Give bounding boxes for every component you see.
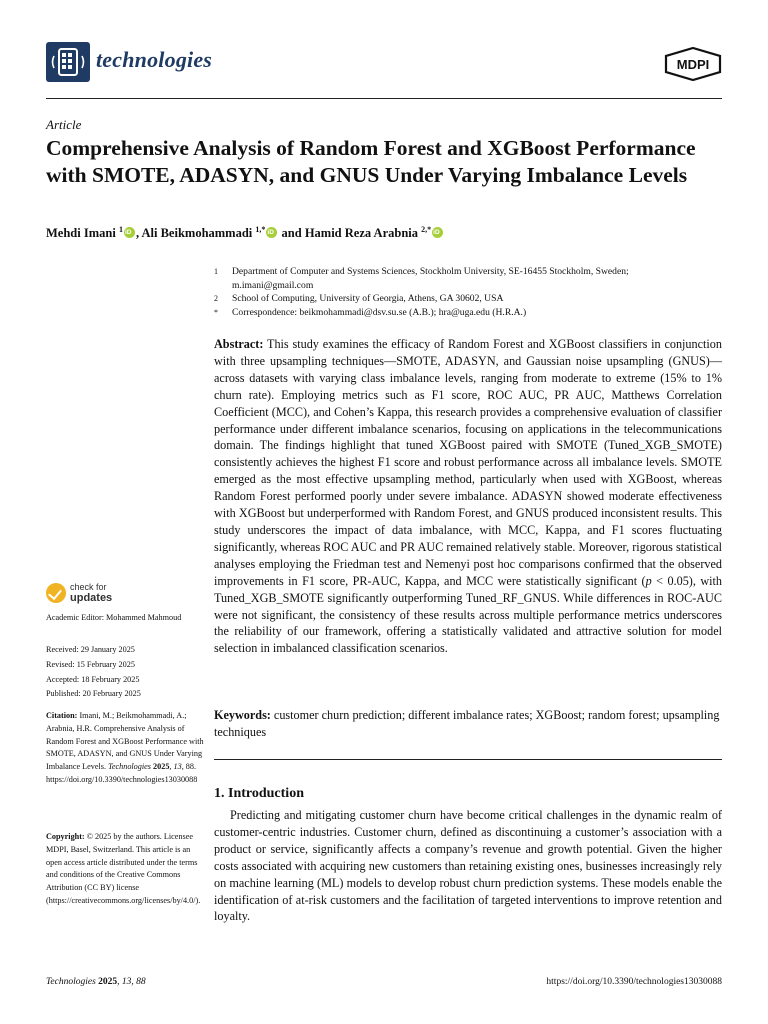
citation-volume: , 13, — [169, 762, 184, 772]
abstract — [214, 336, 722, 657]
journal-name[interactable]: technologies — [96, 47, 213, 72]
check-for-updates-button[interactable] — [46, 582, 126, 606]
keywords-label: Keywords: — [214, 708, 271, 722]
footer-doi[interactable]: https://doi.org/10.3390/technologies13030088 — [546, 977, 722, 987]
journal-logo — [46, 42, 90, 82]
copyright-text: © 2025 by the authors. Licensee MDPI, Basel, Switzerland. This article is an open access article distributed under the terms and conditions of the Creative Commons Attribution (CC BY) license (https://creativecommons.org/licenses/by/4.0/). — [46, 832, 201, 905]
correspondence-text: Correspondence: beikmohammadi@dsv.su.se (A.B.); hra@uga.edu (H.R.A.) — [232, 307, 527, 318]
author-separator: and — [278, 226, 305, 241]
footer-journal: Technologies — [46, 977, 96, 987]
author-list — [46, 225, 444, 241]
affiliation-mark: 1 — [118, 225, 123, 234]
copyright-label: Copyright: — [46, 832, 85, 841]
section-heading: 1. Introduction — [214, 786, 304, 801]
affiliation-text: Department of Computer and Systems Sciences, Stockholm University, SE-16455 Stockholm, Sweden; — [232, 266, 629, 277]
affiliation-email[interactable]: m.imani@gmail.com — [232, 279, 314, 291]
p-value-symbol: p — [645, 573, 652, 588]
citation — [46, 710, 206, 787]
orcid-icon[interactable] — [124, 227, 135, 238]
tablet-icon — [46, 42, 90, 82]
copyright — [46, 831, 206, 908]
footer-year: 2025 — [98, 977, 118, 987]
accepted-date: Accepted: 18 February 2025 — [46, 675, 140, 684]
author-separator: , — [135, 226, 142, 241]
abstract-text-end: < 0.05), with Tuned_XGB_SMOTE significantly outperforming Tuned_RF_GNUS. While differences in ROC-AUC were not significant, the consistency of these results across multiple performance metrics underscores the reliability of our framework, offering a statistically validated and attractive solution for model selection in imbalanced classification scenarios. — [214, 573, 722, 656]
affiliation-text: School of Computing, University of Georgia, Athens, GA 30602, USA — [232, 293, 504, 304]
author-name[interactable]: Mehdi Imani — [46, 226, 116, 241]
author-name[interactable]: Ali Beikmohammadi — [141, 226, 253, 241]
affiliation-number: 2 — [214, 294, 218, 303]
svg-text:MDPI: MDPI — [676, 57, 710, 72]
citation-journal: Technologies — [108, 762, 151, 772]
received-date: Received: 29 January 2025 — [46, 645, 135, 654]
keywords-text: customer churn prediction; different imbalance rates; XGBoost; random forest; upsampling techniques — [214, 708, 720, 739]
citation-doi[interactable]: 88. https://doi.org/10.3390/technologies13030088 — [46, 762, 198, 784]
citation-label: Citation: — [46, 711, 78, 720]
orcid-icon[interactable] — [432, 227, 443, 238]
page-title: Comprehensive Analysis of Random Forest and XGBoost Performance with SMOTE, ADASYN, and GNUS Under Varying Imbalance Levels — [46, 136, 696, 187]
affiliation-number: 1 — [214, 267, 218, 276]
section-rule — [214, 759, 722, 760]
citation-text: Imani, M.; Beikmohammadi, A.; Arabnia, H.R. Comprehensive Analysis of Random Forest and XGBoost Performance with SMOTE, ADASYN, and GNUS Under Varying Imbalance Levels. — [46, 711, 204, 772]
header-rule — [46, 98, 722, 99]
published-date: Published: 20 February 2025 — [46, 689, 141, 698]
keywords — [214, 707, 722, 741]
affiliation-number: * — [214, 308, 218, 317]
intro-paragraph: Predicting and mitigating customer churn have become critical challenges in the dynamic realm of customer-centric industries. Customer churn, defined as discontinuing a customer’s association with a product or service, significantly affects a company’s revenue and growth potential. Given the higher costs associated with acquiring new customers than retaining existing ones, businesses increasingly rely on machine learning (ML) models to develop robust churn prediction systems. These models enable the identification of at-risk customers and the facilitation of targeted interventions to improve retention and loyalty. — [214, 808, 722, 924]
orcid-icon[interactable] — [266, 227, 277, 238]
citation-year: 2025 — [150, 762, 170, 772]
revised-date: Revised: 15 February 2025 — [46, 660, 135, 669]
affiliation-mark: 1,* — [255, 225, 266, 234]
footer-citation — [46, 977, 146, 987]
mdpi-logo[interactable] — [664, 47, 722, 81]
academic-editor: Academic Editor: Mohammed Mahmoud — [46, 613, 182, 622]
check-icon — [46, 583, 66, 603]
author-name[interactable]: Hamid Reza Arabnia — [304, 226, 419, 241]
updates-label-1: check for — [70, 582, 107, 592]
article-type: Article — [46, 117, 82, 132]
footer-volume: , 13, 88 — [117, 977, 146, 987]
abstract-label: Abstract: — [214, 337, 264, 351]
updates-label-2: updates — [70, 592, 113, 604]
abstract-text: This study examines the efficacy of Random Forest and XGBoost classifiers in conjunction with three upsampling techniques—SMOTE, ADASYN, and Gaussian noise upsampling (GNUS)—across datasets with varying class imbalance levels, ranging from moderate to extreme (15% to 1% churn rate). Employing metrics such as F1 score, ROC AUC, PR AUC, Matthews Correlation Coefficient (MCC), and Cohen’s Kappa, this research provides a comprehensive evaluation of classifier performance under different imbalance scenarios, focusing on applications in the telecommunications domain. The findings highlight that tuned XGBoost paired with SMOTE (Tuned_XGB_SMOTE) consistently achieves the highest F1 score and robust performance across all imbalance levels. SMOTE emerged as the most effective upsampling method, particularly when used with XGBoost, whereas Random Forest performed poorly under severe imbalance. ADASYN showed moderate effectiveness with XGBoost but underperformed with Random Forest, and GNUS produced inconsistent results. This study underscores the impact of data imbalance, with MCC, Kappa, and F1 scores fluctuating significantly, whereas ROC AUC and PR AUC remained relatively stable. Moreover, rigorous statistical analyses employing the Friedman test and Nemenyi post hoc comparisons confirmed that the observed improvements in F1 score, PR-AUC, Kappa, and MCC were statistically significant ( — [214, 337, 722, 588]
affiliation-mark: 2,* — [421, 225, 432, 234]
